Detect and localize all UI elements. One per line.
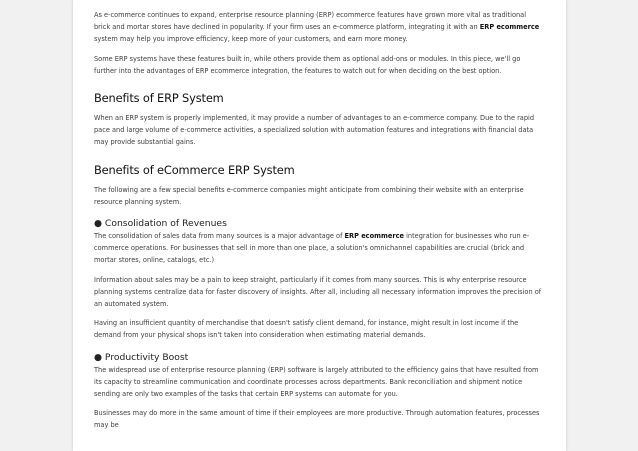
erp-paragraph-1: When an ERP system is properly implemented, it may provide a number of advantages to an e-commerce company. Due to the rapid pace and large volume of e-commerce activities, a specialized solution with automation features and integrations with financial data may provide substantial gains.	[94, 114, 535, 147]
productivity-paragraph-2: Businesses may do more in the same amount of time if their employees are more productive. Through automation features, processes may be	[94, 409, 540, 430]
article-page	[73, 0, 566, 451]
intro-paragraph-1	[94, 9, 542, 46]
article-body	[94, 9, 542, 432]
intro-text-end: system may help you improve efficiency, keep more of your customers, and earn more money.	[94, 35, 408, 44]
intro-text-start: As e-commerce continues to expand, enterprise resource planning (ERP) ecommerce features have grown more vital as traditional brick and mortar stores have declined in popularity. If your firm uses an e-commerce platform, integrating it with an	[94, 11, 527, 32]
consolidation-text-end: integration for businesses who run e-commerce operations. For businesses that sell in more than one place, a solution's omnichannel capabilities are crucial (brick and mortar stores, online, catalogs, etc.)	[94, 232, 530, 265]
ecommerce-paragraph-1: The following are a few special benefits e-commerce companies might anticipate from combining their website with an enterprise resource planning system.	[94, 185, 524, 206]
consolidation-text-start: The consolidation of sales data from many sources is a major advantage of	[94, 232, 345, 241]
productivity-paragraph-1: The widespread use of enterprise resource planning (ERP) software is largely attributed to the efficiency gains that have resulted from its capacity to streamline communication and coordinate processes across departments. Bank reconciliation and shipment notice sending are only two examples of the tasks that certain ERP systems can automate for you.	[94, 365, 539, 399]
consolidation-paragraph-3: Having an insufficient quantity of merchandise that doesn't satisfy client demand, for instance, might result in lost income if the demand from your physical shops isn't taken into consideration when estimating material demands.	[94, 319, 519, 340]
heading-benefits-erp: Benefits of ERP System	[94, 91, 224, 106]
consolidation-paragraph-2: Information about sales may be a pain to keep straight, particularly if it comes from many sources. This is why enterprise resource planning systems centralize data for faster discovery of insights. After all, including all necessary information improves the precision of an automated system.	[94, 275, 542, 309]
heading-productivity: ● Productivity Boost	[94, 351, 189, 363]
heading-consolidation: ● Consolidation of Revenues	[94, 218, 227, 230]
heading-benefits-ecommerce: Benefits of eCommerce ERP System	[94, 162, 295, 177]
consolidation-paragraph-1	[94, 230, 542, 267]
erp-ecommerce-link[interactable]: ERP ecommerce	[479, 23, 540, 32]
erp-ecommerce-link-2[interactable]: ERP ecommerce	[344, 232, 404, 241]
intro-paragraph-2: Some ERP systems have these features built in, while others provide them as optional add-ons or modules. In this piece, we'll go further into the advantages of ERP ecommerce integration, the features to watch out for when deciding on the best option.	[94, 54, 521, 75]
